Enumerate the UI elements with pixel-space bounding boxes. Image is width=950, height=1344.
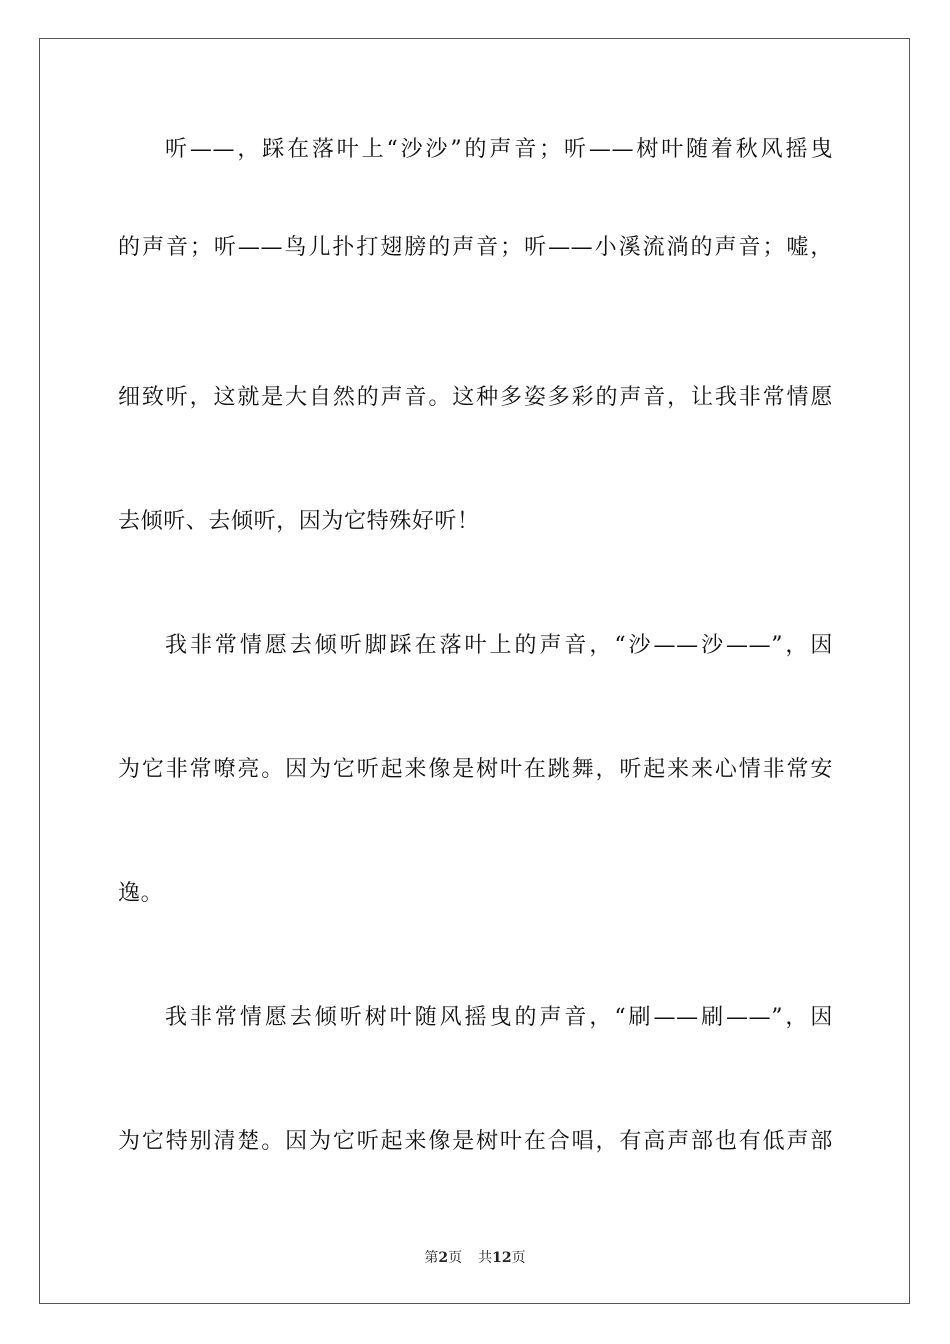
paragraph-1-line-4: 去倾听、去倾听，因为它特殊好听！: [118, 509, 480, 534]
paragraph-2-line-2: 为它非常嘹亮。因为它听起来像是树叶在跳舞，听起来来心情非常安: [118, 757, 833, 782]
paragraph-1-line-2: 的声音；听——鸟儿扑打翅膀的声音；听——小溪流淌的声音；嘘，: [118, 235, 833, 260]
paragraph-1-line-3: 细致听，这就是大自然的声音。这种多姿多彩的声音，让我非常情愿: [118, 385, 833, 410]
page-frame: [39, 38, 910, 1304]
footer-page-suffix: 页: [448, 1250, 463, 1266]
paragraph-3-line-1: 我非常情愿去倾听树叶随风摇曳的声音，“刷——刷——”，因: [165, 1005, 833, 1030]
paragraph-2-line-1: 我非常情愿去倾听脚踩在落叶上的声音，“沙——沙——”，因: [165, 633, 833, 658]
paragraph-3-line-2: 为它特别清楚。因为它听起来像是树叶在合唱，有高声部也有低声部: [118, 1129, 833, 1154]
footer-total-suffix: 页: [511, 1250, 526, 1266]
footer-page-number: 2: [438, 1250, 449, 1266]
page-footer: [0, 1248, 950, 1268]
footer-page-prefix: 第: [424, 1250, 439, 1266]
paragraph-2-line-3: 逸。: [118, 881, 164, 906]
footer-total-prefix: 共: [478, 1250, 493, 1266]
paragraph-1-line-1: 听——，踩在落叶上“沙沙”的声音；听——树叶随着秋风摇曳: [165, 137, 833, 162]
footer-total-pages: 12: [492, 1250, 512, 1266]
